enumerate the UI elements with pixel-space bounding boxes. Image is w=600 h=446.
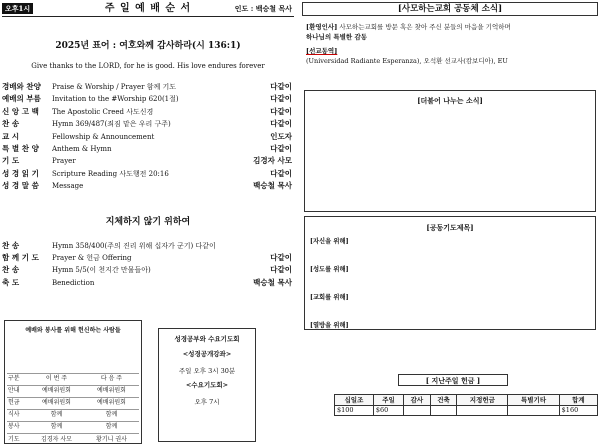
table-cell: 식사 [7,410,29,422]
table-cell: 봉사 [7,422,29,434]
motto-korean: 2025년 표어 : 여호와께 감사하라(시 136:1) [55,41,241,51]
bible-subtitle-1: <성경공개강좌> [182,349,232,358]
time-badge: 오후1시 [2,3,33,14]
missionary-text: (Universidad Radiante Esperanza), 오석환 선교사(캄보디아), EU [306,57,508,65]
table-row [7,410,139,422]
table-cell: 함께 [29,410,84,422]
table-cell: 예배위원회 [84,386,139,398]
order-label: 신 앙 고 백 [2,106,39,116]
offering-table [334,394,598,416]
table-row [335,395,598,406]
year-motto [2,40,294,72]
table-cell [457,406,508,416]
table-cell: 예배위원회 [84,398,139,410]
welcome-text: 사모하는교회를 방문 혹은 찾아 주신 분들의 마음을 기억하며 [339,23,511,31]
order-item: Anthem & Hymn [52,144,112,153]
table-cell: 함께 [84,410,139,422]
order-list-2 [2,241,294,291]
order-label: 성 경 말 씀 [2,181,39,191]
order-row [2,265,294,277]
order-label: 찬 송 [2,265,20,275]
table-cell: 예배위원회 [29,386,84,398]
bible-time-1: 주일 오후 3시 30분 [178,366,236,375]
order-title: 주 일 예 배 순 서 [104,3,192,14]
motto-line2-blank [2,52,294,62]
order-label: 찬 송 [2,119,20,129]
motto-english: Give thanks to the LORD, for he is good. His love endures forever [31,62,265,70]
duty-table [7,373,139,446]
news-panel [302,2,598,444]
news-title: [사모하는교회 공동체 소식] [302,2,598,16]
missionary-tag: [선교동역] [306,47,338,55]
offering-title: [ 지난주일 헌금 ] [398,374,508,386]
order-who: 다같이 [270,265,292,275]
shared-news-box [304,90,596,212]
table-cell: 함께 [29,422,84,434]
prayer-tag: [성도를 위해] [310,266,349,274]
order-row [2,169,294,181]
order-label: 성 경 읽 기 [2,168,39,178]
table-header: 건축 [430,395,457,406]
table-cell: 김경자 사모 [29,434,84,446]
order-label: 예배의 부름 [2,94,41,104]
table-cell [404,406,431,416]
shared-news-title: [더불어 나누는 소식] [417,96,483,105]
bible-time-2: 오후 7시 [194,398,220,407]
table-row [7,422,139,434]
order-who: 다같이 [270,106,292,116]
table-header: 다 음 주 [84,374,139,386]
order-item: Prayer & 헌금 Offering [52,254,132,263]
order-row [2,278,294,290]
order-who: 다같이 [270,94,292,104]
order-item: Benediction [52,278,95,287]
worship-order-panel [2,2,294,444]
order-label: 찬 송 [2,240,20,250]
section-title: 지체하지 않기 위하여 [105,216,191,227]
table-header: 특별기타 [508,395,559,406]
order-who: 백승철 목사 [253,277,292,287]
order-item: Praise & Worship / Prayer 함께 기도 [52,83,176,91]
order-list [2,82,294,194]
prayer-tag: [열방을 위해] [310,322,349,330]
table-cell [508,406,559,416]
bottom-tables [2,320,294,444]
header-divider [2,16,294,17]
prayer-title: [공동기도제목] [426,223,474,232]
order-label: 함 께 기 도 [2,253,39,263]
order-item: Prayer [52,157,76,166]
order-row [2,241,294,253]
list-item [310,265,590,293]
table-cell: 기도 [7,434,29,446]
missionary-paragraph [302,44,598,68]
duty-title: 예배와 봉사를 위해 헌신하는 사람들 [25,327,121,334]
table-cell: 황기니 권사 [84,434,139,446]
welcome-line2: 하나님의 특별한 감동 [306,33,368,41]
order-item: Invitation to the #Worship 620(1절) [52,95,179,104]
order-row [2,144,294,156]
table-cell: 예배위원회 [29,398,84,410]
table-cell: $60 [373,406,403,416]
welcome-section [302,20,598,74]
order-row [2,132,294,144]
table-row [7,434,139,446]
order-item: The Apostolic Creed 사도신경 [52,107,154,116]
order-item: Scripture Reading 사도행전 20:16 [52,169,169,178]
table-header: 감사 [404,395,431,406]
prayer-list [305,232,595,349]
prayer-tag: [자신을 위해] [310,238,349,246]
order-item: Message [52,182,84,191]
table-cell: 안내 [7,386,29,398]
welcome-paragraph [302,20,598,44]
table-cell [430,406,457,416]
table-header: 합계 [559,395,597,406]
order-row [2,119,294,131]
order-who: 다같이 [270,82,292,91]
order-label: 교 시 [2,131,20,141]
order-row [2,107,294,119]
table-header: 이 번 주 [29,374,84,386]
table-cell: $160 [559,406,597,416]
list-item [310,321,590,349]
order-label: 축 도 [2,277,20,287]
order-label: 특 별 찬 양 [2,143,39,153]
bible-study-box [158,328,256,442]
table-row [335,406,598,416]
list-item [310,237,590,265]
table-row [7,398,139,410]
prayer-tag: [교회를 위해] [310,294,349,302]
order-row [2,82,294,94]
bible-subtitle-2: <수요기도회> [185,381,229,390]
order-row [2,181,294,193]
order-item: Hymn 369/487(죄짐 맡은 우리 구주) [52,120,171,129]
table-row [7,374,139,386]
table-cell: 함께 [84,422,139,434]
order-who: 김경자 사모 [253,156,292,166]
order-row [2,253,294,265]
table-header: 구분 [7,374,29,386]
order-header [2,2,294,16]
order-who: 백승철 목사 [253,181,292,191]
bible-title: 성경공부와 수요기도회 [174,335,240,343]
order-label: 경배와 찬양 [2,82,41,91]
list-item [310,293,590,321]
leader-label: 인도 : 백승철 목사 [234,4,292,13]
order-row [2,156,294,168]
duty-box [4,320,142,444]
order-row [2,94,294,106]
order-item: Hymn 358/400(주의 진리 위해 십자가 군기) 다같이 [52,241,216,250]
order-item: Hymn 5/5(이 천지간 만물들아) [52,266,151,275]
order-who: 다같이 [270,168,292,178]
table-header: 십일조 [335,395,374,406]
table-header: 주일 [373,395,403,406]
order-label: 기 도 [2,156,20,166]
order-who: 다같이 [270,119,292,129]
order-item: Fellowship & Announcement [52,132,155,141]
order-who: 다같이 [270,253,292,263]
table-row [7,386,139,398]
prayer-box [304,216,596,330]
table-cell: 헌금 [7,398,29,410]
order-who: 인도자 [270,131,292,141]
welcome-tag: [환영인사] [306,23,338,31]
call-to-worship-blank [2,21,294,31]
order-who: 다같이 [270,143,292,153]
table-header: 지정헌금 [457,395,508,406]
table-cell: $100 [335,406,374,416]
